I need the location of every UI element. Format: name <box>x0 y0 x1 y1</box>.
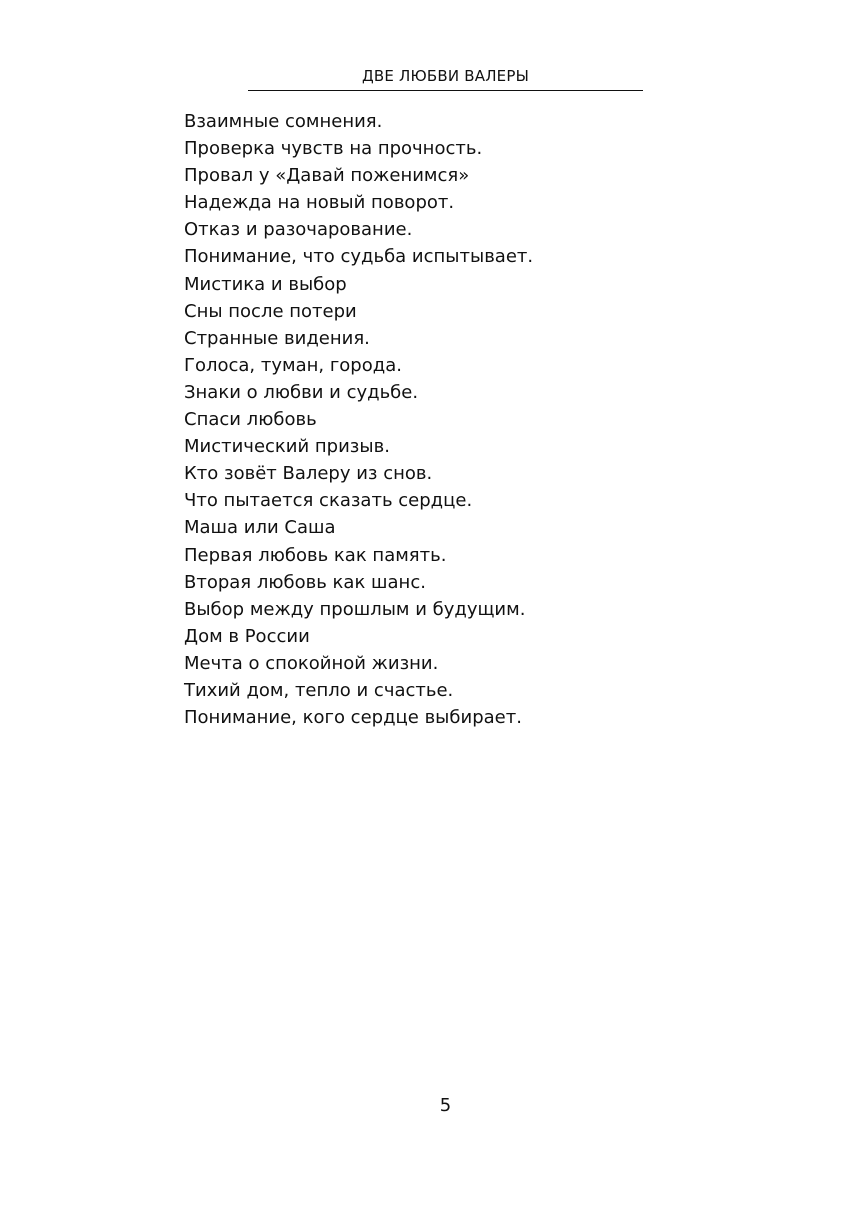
text-line: Знаки о любви и судьбе. <box>184 381 419 403</box>
text-line: Понимание, кого сердце выбирает. <box>184 707 522 729</box>
text-line: Выбор между прошлым и будущим. <box>184 598 526 620</box>
running-header: ДВЕ ЛЮБВИ ВАЛЕРЫ <box>361 67 530 85</box>
text-line: Мистический призыв. <box>184 436 390 458</box>
text-line: Странные видения. <box>184 327 370 349</box>
text-line: Первая любовь как память. <box>184 544 447 566</box>
text-line: Маша или Саша <box>184 517 336 539</box>
text-line: Сны после потери <box>184 300 357 322</box>
text-line: Надежда на новый поворот. <box>184 192 455 214</box>
text-line: Тихий дом, тепло и счастье. <box>184 679 454 701</box>
text-line: Провал у «Давай поженимся» <box>184 165 470 187</box>
text-line: Взаимные сомнения. <box>184 111 383 132</box>
text-line: Дом в России <box>184 625 310 647</box>
text-line: Голоса, туман, города. <box>184 354 402 376</box>
text-line: Спаси любовь <box>184 409 317 431</box>
text-line: Кто зовёт Валеру из снов. <box>184 463 433 485</box>
text-line: Что пытается сказать сердце. <box>184 490 473 512</box>
text-line: Понимание, что судьба испытывает. <box>184 246 534 268</box>
page-number: 5 <box>439 1095 452 1116</box>
text-line: Проверка чувств на прочность. <box>184 138 483 160</box>
text-line: Мистика и выбор <box>184 273 347 295</box>
text-line: Вторая любовь как шанс. <box>184 571 426 593</box>
header-rule <box>248 90 643 91</box>
text-line: Мечта о спокойной жизни. <box>184 652 439 674</box>
text-lines <box>184 108 533 731</box>
text-line: Отказ и разочарование. <box>184 219 413 241</box>
